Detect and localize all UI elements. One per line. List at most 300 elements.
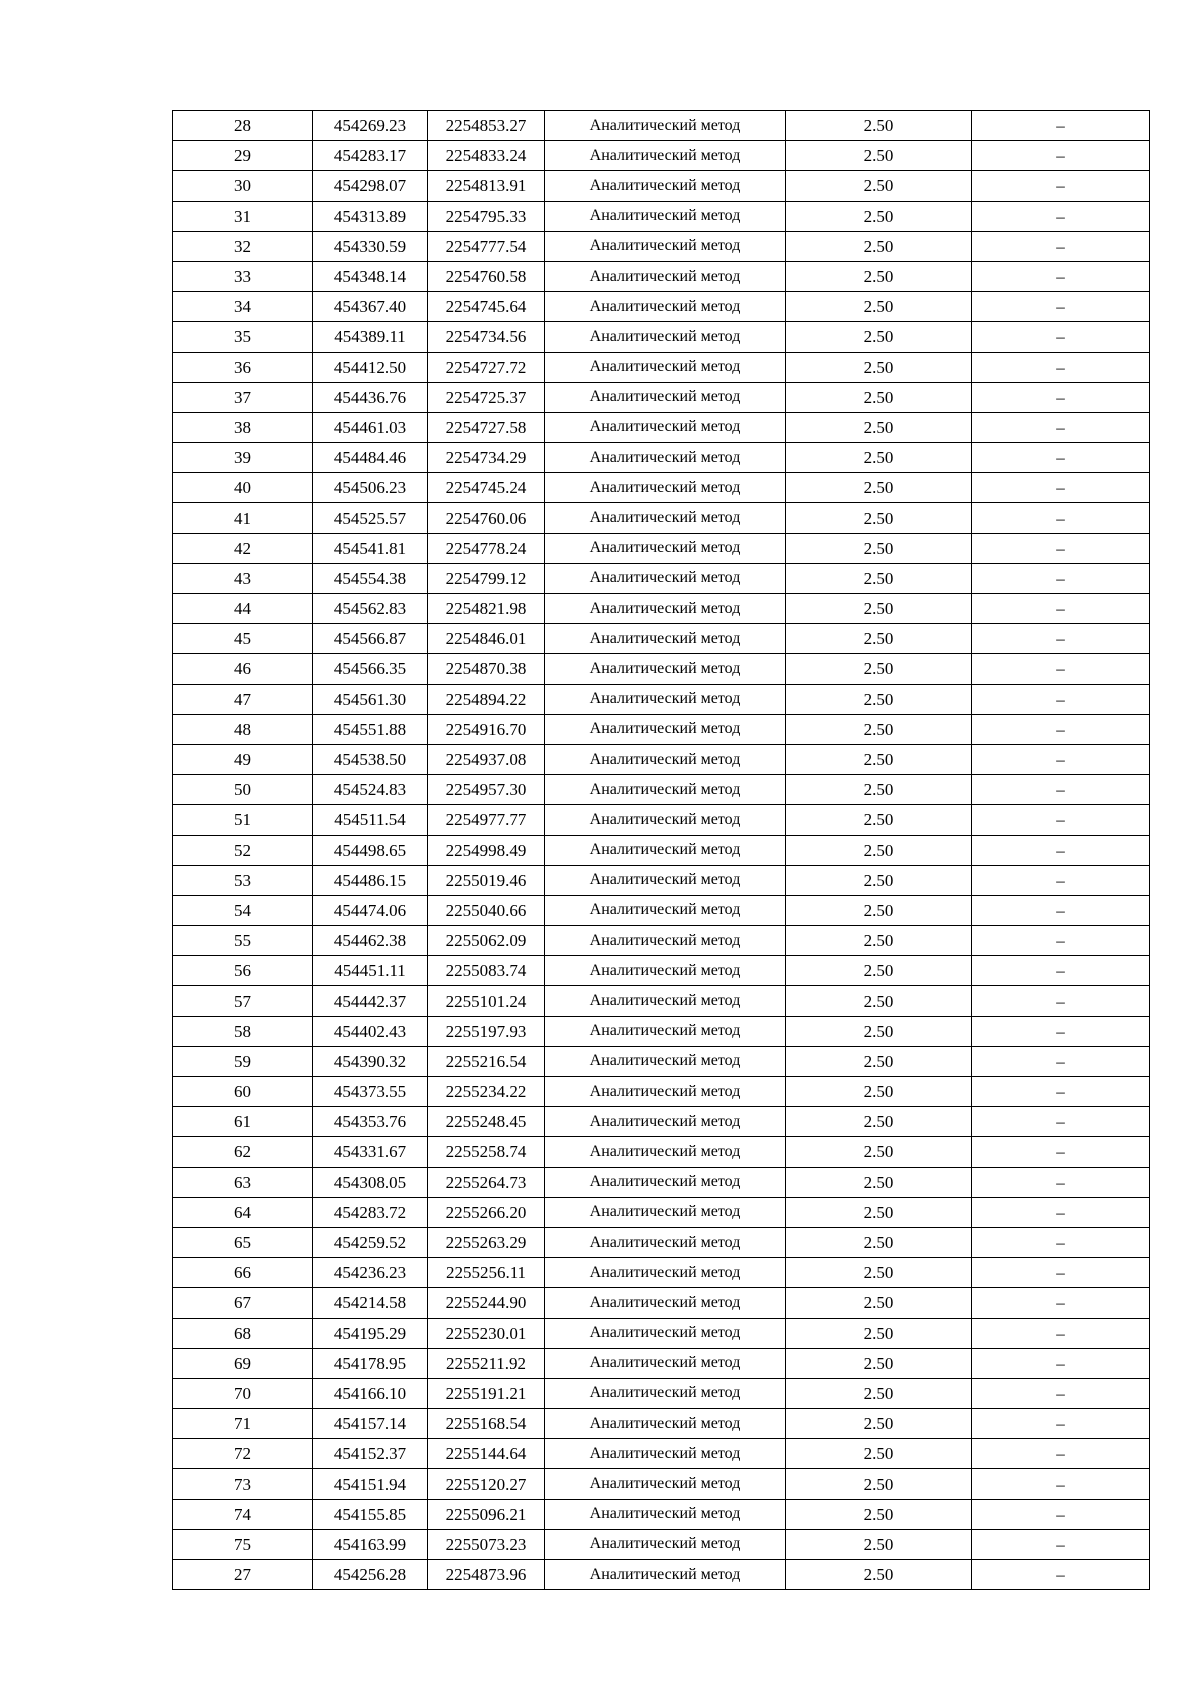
point-number-cell: 39 bbox=[173, 443, 313, 473]
precision-cell: 2.50 bbox=[786, 624, 972, 654]
note-cell: – bbox=[972, 1469, 1150, 1499]
y-coordinate-cell: 2254916.70 bbox=[428, 714, 545, 744]
precision-cell: 2.50 bbox=[786, 744, 972, 774]
table-row bbox=[173, 382, 1150, 412]
note-cell: – bbox=[972, 382, 1150, 412]
point-number-cell: 36 bbox=[173, 352, 313, 382]
x-coordinate-cell: 454566.35 bbox=[313, 654, 428, 684]
table-row bbox=[173, 473, 1150, 503]
point-number-cell: 47 bbox=[173, 684, 313, 714]
precision-cell: 2.50 bbox=[786, 503, 972, 533]
y-coordinate-cell: 2254727.72 bbox=[428, 352, 545, 382]
x-coordinate-cell: 454390.32 bbox=[313, 1046, 428, 1076]
note-cell: – bbox=[972, 412, 1150, 442]
table-row bbox=[173, 322, 1150, 352]
table-row bbox=[173, 986, 1150, 1016]
table-row bbox=[173, 1560, 1150, 1590]
note-cell: – bbox=[972, 1409, 1150, 1439]
precision-cell: 2.50 bbox=[786, 141, 972, 171]
note-cell: – bbox=[972, 473, 1150, 503]
x-coordinate-cell: 454451.11 bbox=[313, 956, 428, 986]
x-coordinate-cell: 454412.50 bbox=[313, 352, 428, 382]
note-cell: – bbox=[972, 926, 1150, 956]
y-coordinate-cell: 2254977.77 bbox=[428, 805, 545, 835]
x-coordinate-cell: 454474.06 bbox=[313, 895, 428, 925]
note-cell: – bbox=[972, 775, 1150, 805]
x-coordinate-cell: 454256.28 bbox=[313, 1560, 428, 1590]
point-number-cell: 49 bbox=[173, 744, 313, 774]
y-coordinate-cell: 2255040.66 bbox=[428, 895, 545, 925]
precision-cell: 2.50 bbox=[786, 1107, 972, 1137]
point-number-cell: 34 bbox=[173, 292, 313, 322]
x-coordinate-cell: 454511.54 bbox=[313, 805, 428, 835]
point-number-cell: 43 bbox=[173, 563, 313, 593]
y-coordinate-cell: 2254821.98 bbox=[428, 594, 545, 624]
method-cell: Аналитический метод bbox=[545, 714, 786, 744]
table-row bbox=[173, 865, 1150, 895]
note-cell: – bbox=[972, 1529, 1150, 1559]
y-coordinate-cell: 2255211.92 bbox=[428, 1348, 545, 1378]
table-body bbox=[173, 111, 1150, 1590]
point-number-cell: 44 bbox=[173, 594, 313, 624]
table-row bbox=[173, 111, 1150, 141]
x-coordinate-cell: 454298.07 bbox=[313, 171, 428, 201]
x-coordinate-cell: 454389.11 bbox=[313, 322, 428, 352]
y-coordinate-cell: 2254795.33 bbox=[428, 201, 545, 231]
x-coordinate-cell: 454155.85 bbox=[313, 1499, 428, 1529]
method-cell: Аналитический метод bbox=[545, 1529, 786, 1559]
y-coordinate-cell: 2255197.93 bbox=[428, 1016, 545, 1046]
point-number-cell: 48 bbox=[173, 714, 313, 744]
note-cell: – bbox=[972, 1258, 1150, 1288]
table-row bbox=[173, 775, 1150, 805]
y-coordinate-cell: 2254846.01 bbox=[428, 624, 545, 654]
y-coordinate-cell: 2255101.24 bbox=[428, 986, 545, 1016]
point-number-cell: 29 bbox=[173, 141, 313, 171]
note-cell: – bbox=[972, 261, 1150, 291]
precision-cell: 2.50 bbox=[786, 714, 972, 744]
point-number-cell: 65 bbox=[173, 1227, 313, 1257]
precision-cell: 2.50 bbox=[786, 533, 972, 563]
table-row bbox=[173, 714, 1150, 744]
note-cell: – bbox=[972, 1318, 1150, 1348]
precision-cell: 2.50 bbox=[786, 352, 972, 382]
precision-cell: 2.50 bbox=[786, 684, 972, 714]
precision-cell: 2.50 bbox=[786, 1469, 972, 1499]
method-cell: Аналитический метод bbox=[545, 261, 786, 291]
x-coordinate-cell: 454236.23 bbox=[313, 1258, 428, 1288]
table-row bbox=[173, 654, 1150, 684]
note-cell: – bbox=[972, 1016, 1150, 1046]
method-cell: Аналитический метод bbox=[545, 1378, 786, 1408]
precision-cell: 2.50 bbox=[786, 443, 972, 473]
precision-cell: 2.50 bbox=[786, 201, 972, 231]
table-row bbox=[173, 352, 1150, 382]
point-number-cell: 56 bbox=[173, 956, 313, 986]
coordinates-table bbox=[172, 110, 1150, 1590]
point-number-cell: 68 bbox=[173, 1318, 313, 1348]
note-cell: – bbox=[972, 1560, 1150, 1590]
table-row bbox=[173, 1077, 1150, 1107]
method-cell: Аналитический метод bbox=[545, 775, 786, 805]
y-coordinate-cell: 2254894.22 bbox=[428, 684, 545, 714]
table-row bbox=[173, 1258, 1150, 1288]
precision-cell: 2.50 bbox=[786, 654, 972, 684]
x-coordinate-cell: 454506.23 bbox=[313, 473, 428, 503]
precision-cell: 2.50 bbox=[786, 1439, 972, 1469]
note-cell: – bbox=[972, 141, 1150, 171]
method-cell: Аналитический метод bbox=[545, 956, 786, 986]
method-cell: Аналитический метод bbox=[545, 1107, 786, 1137]
table-row bbox=[173, 1197, 1150, 1227]
note-cell: – bbox=[972, 1167, 1150, 1197]
method-cell: Аналитический метод bbox=[545, 1288, 786, 1318]
method-cell: Аналитический метод bbox=[545, 1469, 786, 1499]
point-number-cell: 73 bbox=[173, 1469, 313, 1499]
precision-cell: 2.50 bbox=[786, 1046, 972, 1076]
y-coordinate-cell: 2254998.49 bbox=[428, 835, 545, 865]
point-number-cell: 45 bbox=[173, 624, 313, 654]
y-coordinate-cell: 2254734.29 bbox=[428, 443, 545, 473]
x-coordinate-cell: 454551.88 bbox=[313, 714, 428, 744]
point-number-cell: 71 bbox=[173, 1409, 313, 1439]
method-cell: Аналитический метод bbox=[545, 865, 786, 895]
y-coordinate-cell: 2254734.56 bbox=[428, 322, 545, 352]
note-cell: – bbox=[972, 986, 1150, 1016]
x-coordinate-cell: 454195.29 bbox=[313, 1318, 428, 1348]
table-row bbox=[173, 1137, 1150, 1167]
x-coordinate-cell: 454538.50 bbox=[313, 744, 428, 774]
method-cell: Аналитический метод bbox=[545, 895, 786, 925]
table-row bbox=[173, 1529, 1150, 1559]
point-number-cell: 70 bbox=[173, 1378, 313, 1408]
precision-cell: 2.50 bbox=[786, 111, 972, 141]
x-coordinate-cell: 454152.37 bbox=[313, 1439, 428, 1469]
table-row bbox=[173, 684, 1150, 714]
method-cell: Аналитический метод bbox=[545, 171, 786, 201]
x-coordinate-cell: 454353.76 bbox=[313, 1107, 428, 1137]
method-cell: Аналитический метод bbox=[545, 412, 786, 442]
method-cell: Аналитический метод bbox=[545, 684, 786, 714]
method-cell: Аналитический метод bbox=[545, 986, 786, 1016]
precision-cell: 2.50 bbox=[786, 1560, 972, 1590]
y-coordinate-cell: 2255216.54 bbox=[428, 1046, 545, 1076]
method-cell: Аналитический метод bbox=[545, 1016, 786, 1046]
x-coordinate-cell: 454554.38 bbox=[313, 563, 428, 593]
table-row bbox=[173, 1227, 1150, 1257]
point-number-cell: 31 bbox=[173, 201, 313, 231]
y-coordinate-cell: 2255168.54 bbox=[428, 1409, 545, 1439]
y-coordinate-cell: 2255062.09 bbox=[428, 926, 545, 956]
method-cell: Аналитический метод bbox=[545, 1077, 786, 1107]
point-number-cell: 75 bbox=[173, 1529, 313, 1559]
precision-cell: 2.50 bbox=[786, 1167, 972, 1197]
y-coordinate-cell: 2255244.90 bbox=[428, 1288, 545, 1318]
x-coordinate-cell: 454525.57 bbox=[313, 503, 428, 533]
table-row bbox=[173, 563, 1150, 593]
x-coordinate-cell: 454269.23 bbox=[313, 111, 428, 141]
point-number-cell: 67 bbox=[173, 1288, 313, 1318]
point-number-cell: 59 bbox=[173, 1046, 313, 1076]
precision-cell: 2.50 bbox=[786, 563, 972, 593]
method-cell: Аналитический метод bbox=[545, 352, 786, 382]
table-row bbox=[173, 1046, 1150, 1076]
y-coordinate-cell: 2254778.24 bbox=[428, 533, 545, 563]
point-number-cell: 32 bbox=[173, 231, 313, 261]
precision-cell: 2.50 bbox=[786, 1409, 972, 1439]
method-cell: Аналитический метод bbox=[545, 654, 786, 684]
method-cell: Аналитический метод bbox=[545, 382, 786, 412]
table-row bbox=[173, 261, 1150, 291]
table-row bbox=[173, 744, 1150, 774]
table-row bbox=[173, 201, 1150, 231]
precision-cell: 2.50 bbox=[786, 956, 972, 986]
point-number-cell: 46 bbox=[173, 654, 313, 684]
y-coordinate-cell: 2255263.29 bbox=[428, 1227, 545, 1257]
point-number-cell: 55 bbox=[173, 926, 313, 956]
table-row bbox=[173, 503, 1150, 533]
note-cell: – bbox=[972, 654, 1150, 684]
precision-cell: 2.50 bbox=[786, 1258, 972, 1288]
precision-cell: 2.50 bbox=[786, 1499, 972, 1529]
x-coordinate-cell: 454331.67 bbox=[313, 1137, 428, 1167]
x-coordinate-cell: 454178.95 bbox=[313, 1348, 428, 1378]
table-row bbox=[173, 594, 1150, 624]
point-number-cell: 58 bbox=[173, 1016, 313, 1046]
table-row bbox=[173, 1439, 1150, 1469]
precision-cell: 2.50 bbox=[786, 231, 972, 261]
y-coordinate-cell: 2255258.74 bbox=[428, 1137, 545, 1167]
x-coordinate-cell: 454484.46 bbox=[313, 443, 428, 473]
method-cell: Аналитический метод bbox=[545, 1137, 786, 1167]
table-row bbox=[173, 533, 1150, 563]
note-cell: – bbox=[972, 684, 1150, 714]
x-coordinate-cell: 454259.52 bbox=[313, 1227, 428, 1257]
method-cell: Аналитический метод bbox=[545, 1439, 786, 1469]
x-coordinate-cell: 454348.14 bbox=[313, 261, 428, 291]
precision-cell: 2.50 bbox=[786, 895, 972, 925]
note-cell: – bbox=[972, 1378, 1150, 1408]
precision-cell: 2.50 bbox=[786, 322, 972, 352]
method-cell: Аналитический метод bbox=[545, 594, 786, 624]
table-row bbox=[173, 1288, 1150, 1318]
precision-cell: 2.50 bbox=[786, 1288, 972, 1318]
note-cell: – bbox=[972, 1197, 1150, 1227]
note-cell: – bbox=[972, 322, 1150, 352]
method-cell: Аналитический метод bbox=[545, 805, 786, 835]
note-cell: – bbox=[972, 956, 1150, 986]
note-cell: – bbox=[972, 231, 1150, 261]
x-coordinate-cell: 454367.40 bbox=[313, 292, 428, 322]
precision-cell: 2.50 bbox=[786, 1348, 972, 1378]
table-row bbox=[173, 1409, 1150, 1439]
precision-cell: 2.50 bbox=[786, 1227, 972, 1257]
y-coordinate-cell: 2255191.21 bbox=[428, 1378, 545, 1408]
table-row bbox=[173, 1107, 1150, 1137]
precision-cell: 2.50 bbox=[786, 986, 972, 1016]
point-number-cell: 64 bbox=[173, 1197, 313, 1227]
y-coordinate-cell: 2254760.58 bbox=[428, 261, 545, 291]
precision-cell: 2.50 bbox=[786, 835, 972, 865]
table-row bbox=[173, 1469, 1150, 1499]
precision-cell: 2.50 bbox=[786, 1077, 972, 1107]
method-cell: Аналитический метод bbox=[545, 624, 786, 654]
method-cell: Аналитический метод bbox=[545, 111, 786, 141]
table-row bbox=[173, 292, 1150, 322]
y-coordinate-cell: 2255019.46 bbox=[428, 865, 545, 895]
note-cell: – bbox=[972, 1288, 1150, 1318]
method-cell: Аналитический метод bbox=[545, 744, 786, 774]
x-coordinate-cell: 454562.83 bbox=[313, 594, 428, 624]
x-coordinate-cell: 454541.81 bbox=[313, 533, 428, 563]
y-coordinate-cell: 2254745.64 bbox=[428, 292, 545, 322]
note-cell: – bbox=[972, 1227, 1150, 1257]
x-coordinate-cell: 454166.10 bbox=[313, 1378, 428, 1408]
point-number-cell: 54 bbox=[173, 895, 313, 925]
note-cell: – bbox=[972, 624, 1150, 654]
precision-cell: 2.50 bbox=[786, 292, 972, 322]
y-coordinate-cell: 2255256.11 bbox=[428, 1258, 545, 1288]
table-row bbox=[173, 1348, 1150, 1378]
y-coordinate-cell: 2254727.58 bbox=[428, 412, 545, 442]
note-cell: – bbox=[972, 1107, 1150, 1137]
table-row bbox=[173, 443, 1150, 473]
y-coordinate-cell: 2255083.74 bbox=[428, 956, 545, 986]
precision-cell: 2.50 bbox=[786, 805, 972, 835]
x-coordinate-cell: 454442.37 bbox=[313, 986, 428, 1016]
x-coordinate-cell: 454157.14 bbox=[313, 1409, 428, 1439]
note-cell: – bbox=[972, 201, 1150, 231]
note-cell: – bbox=[972, 1046, 1150, 1076]
point-number-cell: 37 bbox=[173, 382, 313, 412]
note-cell: – bbox=[972, 865, 1150, 895]
table-row bbox=[173, 1167, 1150, 1197]
point-number-cell: 72 bbox=[173, 1439, 313, 1469]
point-number-cell: 53 bbox=[173, 865, 313, 895]
y-coordinate-cell: 2255096.21 bbox=[428, 1499, 545, 1529]
x-coordinate-cell: 454308.05 bbox=[313, 1167, 428, 1197]
y-coordinate-cell: 2254760.06 bbox=[428, 503, 545, 533]
point-number-cell: 40 bbox=[173, 473, 313, 503]
note-cell: – bbox=[972, 1137, 1150, 1167]
method-cell: Аналитический метод bbox=[545, 563, 786, 593]
x-coordinate-cell: 454462.38 bbox=[313, 926, 428, 956]
note-cell: – bbox=[972, 533, 1150, 563]
x-coordinate-cell: 454566.87 bbox=[313, 624, 428, 654]
method-cell: Аналитический метод bbox=[545, 533, 786, 563]
point-number-cell: 52 bbox=[173, 835, 313, 865]
y-coordinate-cell: 2254745.24 bbox=[428, 473, 545, 503]
note-cell: – bbox=[972, 1348, 1150, 1378]
x-coordinate-cell: 454283.17 bbox=[313, 141, 428, 171]
note-cell: – bbox=[972, 835, 1150, 865]
method-cell: Аналитический метод bbox=[545, 1046, 786, 1076]
y-coordinate-cell: 2254957.30 bbox=[428, 775, 545, 805]
y-coordinate-cell: 2254873.96 bbox=[428, 1560, 545, 1590]
y-coordinate-cell: 2254813.91 bbox=[428, 171, 545, 201]
point-number-cell: 74 bbox=[173, 1499, 313, 1529]
note-cell: – bbox=[972, 594, 1150, 624]
note-cell: – bbox=[972, 714, 1150, 744]
method-cell: Аналитический метод bbox=[545, 473, 786, 503]
point-number-cell: 27 bbox=[173, 1560, 313, 1590]
precision-cell: 2.50 bbox=[786, 1378, 972, 1408]
note-cell: – bbox=[972, 1077, 1150, 1107]
precision-cell: 2.50 bbox=[786, 171, 972, 201]
method-cell: Аналитический метод bbox=[545, 835, 786, 865]
y-coordinate-cell: 2254937.08 bbox=[428, 744, 545, 774]
method-cell: Аналитический метод bbox=[545, 201, 786, 231]
y-coordinate-cell: 2255230.01 bbox=[428, 1318, 545, 1348]
table-row bbox=[173, 1016, 1150, 1046]
x-coordinate-cell: 454402.43 bbox=[313, 1016, 428, 1046]
table-row bbox=[173, 956, 1150, 986]
table-row bbox=[173, 835, 1150, 865]
point-number-cell: 57 bbox=[173, 986, 313, 1016]
x-coordinate-cell: 454436.76 bbox=[313, 382, 428, 412]
x-coordinate-cell: 454561.30 bbox=[313, 684, 428, 714]
point-number-cell: 61 bbox=[173, 1107, 313, 1137]
note-cell: – bbox=[972, 292, 1150, 322]
table-row bbox=[173, 1318, 1150, 1348]
table-row bbox=[173, 1499, 1150, 1529]
precision-cell: 2.50 bbox=[786, 1197, 972, 1227]
x-coordinate-cell: 454214.58 bbox=[313, 1288, 428, 1318]
x-coordinate-cell: 454461.03 bbox=[313, 412, 428, 442]
point-number-cell: 28 bbox=[173, 111, 313, 141]
precision-cell: 2.50 bbox=[786, 865, 972, 895]
method-cell: Аналитический метод bbox=[545, 141, 786, 171]
note-cell: – bbox=[972, 744, 1150, 774]
y-coordinate-cell: 2254833.24 bbox=[428, 141, 545, 171]
y-coordinate-cell: 2255264.73 bbox=[428, 1167, 545, 1197]
method-cell: Аналитический метод bbox=[545, 1409, 786, 1439]
method-cell: Аналитический метод bbox=[545, 292, 786, 322]
note-cell: – bbox=[972, 503, 1150, 533]
precision-cell: 2.50 bbox=[786, 1137, 972, 1167]
table-row bbox=[173, 895, 1150, 925]
point-number-cell: 33 bbox=[173, 261, 313, 291]
point-number-cell: 38 bbox=[173, 412, 313, 442]
y-coordinate-cell: 2255248.45 bbox=[428, 1107, 545, 1137]
method-cell: Аналитический метод bbox=[545, 1560, 786, 1590]
table-row bbox=[173, 926, 1150, 956]
method-cell: Аналитический метод bbox=[545, 1318, 786, 1348]
note-cell: – bbox=[972, 895, 1150, 925]
y-coordinate-cell: 2255234.22 bbox=[428, 1077, 545, 1107]
method-cell: Аналитический метод bbox=[545, 443, 786, 473]
note-cell: – bbox=[972, 1499, 1150, 1529]
table-row bbox=[173, 412, 1150, 442]
precision-cell: 2.50 bbox=[786, 1016, 972, 1046]
y-coordinate-cell: 2254777.54 bbox=[428, 231, 545, 261]
table-row bbox=[173, 805, 1150, 835]
y-coordinate-cell: 2254853.27 bbox=[428, 111, 545, 141]
method-cell: Аналитический метод bbox=[545, 1258, 786, 1288]
x-coordinate-cell: 454373.55 bbox=[313, 1077, 428, 1107]
y-coordinate-cell: 2255120.27 bbox=[428, 1469, 545, 1499]
note-cell: – bbox=[972, 443, 1150, 473]
precision-cell: 2.50 bbox=[786, 473, 972, 503]
table-row bbox=[173, 141, 1150, 171]
point-number-cell: 63 bbox=[173, 1167, 313, 1197]
method-cell: Аналитический метод bbox=[545, 926, 786, 956]
point-number-cell: 66 bbox=[173, 1258, 313, 1288]
note-cell: – bbox=[972, 805, 1150, 835]
x-coordinate-cell: 454524.83 bbox=[313, 775, 428, 805]
method-cell: Аналитический метод bbox=[545, 1227, 786, 1257]
x-coordinate-cell: 454163.99 bbox=[313, 1529, 428, 1559]
